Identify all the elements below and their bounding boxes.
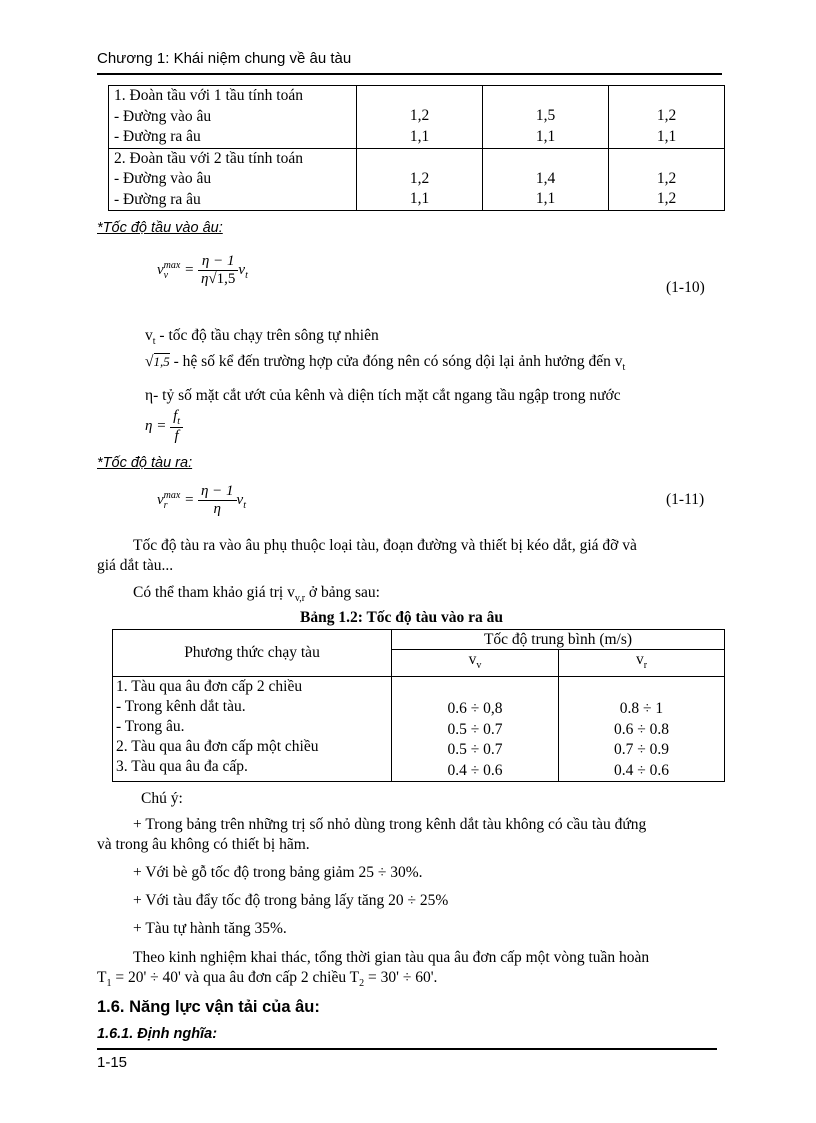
table-row (109, 148, 725, 211)
cell-value: 1,2 (656, 190, 677, 207)
text: T (97, 969, 107, 986)
footer-rule (97, 1048, 717, 1050)
coefficient-table (108, 85, 725, 211)
table-cell (483, 148, 609, 211)
vr-sub: r (643, 660, 648, 672)
sqrt-icon: √ (145, 353, 154, 370)
vv-sub: v (476, 660, 482, 672)
den-eta: η (200, 271, 209, 287)
text: = 30' ÷ 60'. (364, 969, 438, 986)
table-cell (357, 86, 483, 149)
cell-value: 1,2 (409, 107, 430, 124)
table-row (113, 677, 725, 782)
table-header-row (113, 630, 725, 650)
cell-value: 1,2 (409, 169, 430, 187)
num-sub: t (177, 416, 181, 427)
formula-equals: = (184, 491, 195, 508)
cell-value: 0.6 ÷ 0,8 (447, 700, 503, 718)
paragraph-line: giá dắt tàu... (97, 557, 174, 574)
row-line: - Đường vào âu (114, 107, 212, 125)
row-line: 2. Tàu qua âu đơn cấp một chiều (116, 738, 319, 756)
formula-equals: = (184, 261, 195, 278)
symbol-sub: t (622, 362, 626, 374)
cell-value: 0.4 ÷ 0.6 (613, 761, 669, 779)
fraction-numerator: η − 1 (200, 483, 234, 499)
note-line: + Trong bảng trên những trị số nhỏ dùng trong kênh dắt tàu không có cầu tàu đứng (133, 816, 647, 833)
table-cell-label (113, 677, 392, 782)
radicand: 1,5 (153, 354, 170, 369)
text-sub: v,r (294, 593, 306, 605)
formula-rhs: v (238, 261, 246, 278)
equation-number: (1-10) (666, 279, 705, 296)
table-cell-vv (392, 677, 559, 782)
table-cell (483, 86, 609, 149)
formula-rhs: v (236, 491, 244, 508)
header-method: Phương thức chạy tàu (113, 630, 392, 677)
note-line: + Tàu tự hành tăng 35%. (133, 920, 287, 937)
def-sqrt (145, 352, 625, 378)
formula-sup: max (163, 259, 181, 271)
formula-fraction (198, 253, 238, 288)
subsection-heading: 1.6.1. Định nghĩa: (97, 1026, 218, 1042)
def-text: - tốc độ tầu chạy trên sông tự nhiên (155, 327, 379, 344)
fraction-denominator: f (170, 427, 183, 445)
row-line: - Đường ra âu (114, 190, 201, 208)
section-speed-in-title: *Tốc độ tầu vào âu: (97, 220, 223, 236)
eta-lhs: η = (145, 417, 167, 434)
row-line: - Đường ra âu (114, 128, 201, 145)
def-text: - hệ số kể đến trường hợp cửa đóng nên có sóng dội lại ảnh hưởng đến v (169, 353, 623, 370)
equation-number: (1-11) (666, 491, 705, 508)
symbol: v (145, 327, 153, 344)
table-row (109, 86, 725, 149)
fraction-denominator: η (198, 500, 237, 518)
row-line: - Đường vào âu (114, 170, 212, 187)
paragraph-line: Theo kinh nghiệm khai thác, tổng thời gian tàu qua âu đơn cấp một vòng tuần hoàn (133, 949, 650, 966)
formula-sub: v (163, 269, 169, 281)
cell-value: 1,1 (656, 127, 677, 145)
note-line: + Với tàu đẩy tốc độ trong bảng lấy tăng 20 ÷ 25% (133, 892, 449, 909)
formula-rhs-sub: t (243, 499, 246, 511)
text: = 20' ÷ 40' và qua âu đơn cấp 2 chiều T (111, 969, 360, 986)
formula-sub: r (163, 499, 168, 511)
cell-value: 1,2 (656, 169, 677, 187)
cell-value: 1,4 (535, 169, 556, 187)
symbol-sub: t (152, 336, 156, 348)
cell-value: 0.4 ÷ 0.6 (447, 761, 503, 779)
formula-symbol: v (157, 491, 164, 508)
text-sub: 1 (106, 978, 112, 990)
text-sub: 2 (359, 978, 365, 990)
cell-value: 0.5 ÷ 0.7 (447, 741, 503, 759)
page-header-title: Chương 1: Khái niệm chung về âu tàu (97, 50, 352, 67)
sqrt-icon: √ (208, 271, 217, 287)
notes-title: Chú ý: (141, 790, 183, 807)
row-line: - Trong kênh dắt tàu. (116, 698, 246, 716)
row-line: 3. Tàu qua âu đa cấp. (116, 758, 248, 776)
formula-fraction (170, 408, 183, 445)
table-cell-label (109, 148, 357, 211)
cell-value: 0.5 ÷ 0.7 (447, 720, 503, 738)
formula-fraction (198, 483, 237, 518)
cell-value: 1,1 (535, 190, 556, 207)
fraction-numerator (170, 408, 183, 427)
header-vv (392, 650, 559, 677)
header-speed: Tốc độ trung bình (m/s) (392, 630, 725, 650)
radicand: 1,5 (216, 271, 236, 287)
cell-value: 1,2 (656, 107, 677, 124)
formula-1-10 (157, 253, 248, 288)
paragraph-line: Tốc độ tàu ra vào âu phụ thuộc loại tàu, đoạn đường và thiết bị kéo dắt, giá đỡ và (133, 537, 637, 554)
def-vt (145, 326, 379, 352)
formula-sup: max (163, 489, 181, 501)
table-cell (357, 148, 483, 211)
section-speed-out-title: *Tốc độ tàu ra: (97, 455, 193, 471)
cell-value: 1,1 (535, 127, 556, 145)
table-cell-label (109, 86, 357, 149)
header-rule (97, 73, 722, 75)
section-heading: 1.6. Năng lực vận tải của âu: (97, 998, 320, 1016)
note-line: và trong âu không có thiết bị hãm. (97, 836, 310, 853)
vr-symbol: v (635, 651, 644, 668)
page-number: 1-15 (97, 1054, 128, 1071)
cell-value: 1,1 (409, 190, 430, 207)
table-caption: Bảng 1.2: Tốc độ tàu vào ra âu (300, 609, 503, 626)
fraction-numerator: η − 1 (201, 253, 235, 269)
vv-symbol: v (468, 651, 477, 668)
speed-table (112, 629, 725, 782)
text: Có thể tham khảo giá trị v (133, 584, 295, 601)
formula-eta (145, 408, 183, 445)
row-line: - Trong âu. (116, 718, 185, 736)
fraction-denominator (198, 270, 238, 288)
cell-value: 0.8 ÷ 1 (619, 700, 664, 718)
table-cell (609, 86, 725, 149)
text: ở bảng sau: (305, 584, 380, 601)
formula-1-11 (157, 483, 246, 518)
paragraph-line (133, 583, 380, 609)
def-eta: η- tỷ số mặt cắt ướt của kênh và diện tích mặt cắt ngang tầu ngập trong nước (145, 387, 621, 404)
table-cell (609, 148, 725, 211)
cell-value: 1,5 (535, 107, 556, 124)
formula-rhs-sub: t (245, 269, 248, 281)
cell-value: 1,1 (409, 127, 430, 145)
note-line: + Với bè gỗ tốc độ trong bảng giảm 25 ÷ 30%. (133, 864, 423, 881)
formula-symbol: v (157, 261, 164, 278)
header-vr (559, 650, 725, 677)
row-line: 2. Đoàn tầu với 2 tầu tính toán (114, 149, 303, 167)
cell-value: 0.6 ÷ 0.8 (613, 720, 669, 738)
row-line: 1. Tàu qua âu đơn cấp 2 chiều (116, 678, 303, 696)
paragraph-line (97, 968, 437, 994)
cell-value: 0.7 ÷ 0.9 (613, 741, 669, 759)
num-f: f (173, 408, 178, 424)
table-cell-vr (559, 677, 725, 782)
row-line: 1. Đoàn tầu với 1 tầu tính toán (114, 87, 303, 104)
